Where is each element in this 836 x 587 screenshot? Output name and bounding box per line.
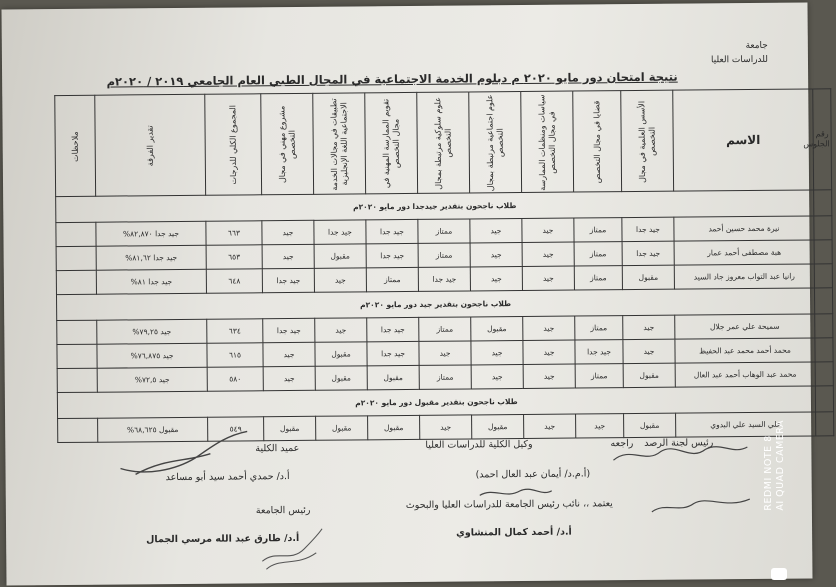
grade-cell: جيد <box>522 266 574 290</box>
document-page <box>2 2 830 585</box>
vice-president-name: أ.د/ أحمد كمال المنشاوي <box>456 526 572 539</box>
grade-cell: جيد <box>419 341 471 365</box>
column-header-name: الاسم <box>673 89 814 191</box>
notes-cell <box>57 368 97 392</box>
grade-cell: جيد <box>523 364 575 388</box>
grade-cell: ممتاز <box>419 317 471 341</box>
grade-cell: جيد <box>623 339 675 363</box>
grade-cell: مقبول <box>315 366 367 390</box>
grade-cell: مقبول <box>314 244 366 268</box>
final-grade-cell: جيد جدا ٨١% <box>96 269 206 294</box>
grade-cell: مقبول <box>623 363 675 387</box>
grade-cell: ممتاز <box>419 365 471 389</box>
monitor-committee-label: رئيس لجنة الرصد <box>644 437 714 449</box>
final-grade-cell: جيد ٧٩,٢٥% <box>97 319 207 344</box>
grade-cell: جيد <box>471 340 523 364</box>
watermark-line: AI QUAD CAMERA <box>775 420 786 511</box>
grade-cell: جيد جدا <box>622 241 674 265</box>
grade-cell: ممتاز <box>418 219 470 243</box>
grade-cell: جيد <box>523 340 575 364</box>
grade-cell: جيد <box>623 315 675 339</box>
student-name: نيرة محمد حسين أحمد <box>674 216 814 241</box>
watermark-line: REDMI NOTE 8 <box>763 435 774 511</box>
grade-cell: مقبول <box>471 317 523 341</box>
column-header: تطبيقات في مجالات الخدمة الاجتماعية اللغة الإنجليزية <box>313 93 366 194</box>
total-cell: ٥٨٠ <box>207 367 263 391</box>
grade-cell: جيد جدا <box>366 220 418 244</box>
grade-cell: جيد جدا <box>418 267 470 291</box>
document-title: نتيجة امتحان دور مايو ٢٠٢٠ م دبلوم الخدمة الاجتماعية في المجال الطبي العام الجامعي ٢٠١٩ / ٢٠٢٠م <box>106 69 678 89</box>
column-header: سياسات ومنظمات الممارسة في مجال التخصص <box>521 91 574 192</box>
dean-signature-scribble <box>115 427 255 484</box>
total-cell: ٦٦٣ <box>206 221 262 245</box>
grade-cell: ممتاز <box>575 316 623 340</box>
grade-cell: ممتاز <box>418 243 470 267</box>
seat-number-header: رقم الجلوس <box>813 89 832 190</box>
student-name: محمد أحمد محمد عبد الحفيظ <box>675 338 815 363</box>
grade-cell: جيد جدا <box>575 340 623 364</box>
notes-cell <box>56 222 96 246</box>
university-name: جامعة <box>745 40 768 52</box>
column-header: تقدير الفرقة <box>95 94 206 196</box>
grade-cell: جيد <box>420 415 472 439</box>
notes-cell <box>56 246 96 270</box>
vice-dean-name: (أ.م.د/ أيمان عبد العال احمد) <box>475 468 591 481</box>
column-header: تقويم الممارسة المهنية في مجال التخصص <box>365 92 418 193</box>
final-grade-cell: جيد جدا ٨٢,٨٧٠% <box>96 221 206 246</box>
grade-cell: جيد جدا <box>314 220 366 244</box>
header-row <box>55 89 832 197</box>
grade-cell: جيد <box>470 243 522 267</box>
grade-cell: ممتاز <box>574 266 622 290</box>
column-header: الأسس العلمية في مجال التخصص <box>621 90 674 191</box>
final-grade-cell: مقبول ٦٨,٦٢٥% <box>98 417 208 442</box>
grade-cell: جيد <box>315 318 367 342</box>
grade-cell: جيد <box>262 220 314 244</box>
grade-cell: مقبول <box>624 413 676 437</box>
notes-cell <box>56 270 96 294</box>
grade-cell: ممتاز <box>574 242 622 266</box>
notes-cell <box>57 320 97 344</box>
grade-cell: مقبول <box>264 416 316 440</box>
camera-watermark <box>763 420 787 511</box>
camera-icon <box>771 568 787 580</box>
column-header: علوم اجتماعية مرتبطة بمجال التخصص <box>469 91 522 192</box>
dean-name: أ.د/ حمدي أحمد سيد أبو مساعد <box>165 471 290 484</box>
grade-cell: جيد <box>262 244 314 268</box>
grade-cell: مقبول <box>622 265 674 289</box>
grade-cell: ممتاز <box>574 218 622 242</box>
results-table <box>54 88 834 443</box>
committee-signature-scribble <box>605 433 755 474</box>
grade-cell: مقبول <box>367 365 419 389</box>
student-name: محمد عبد الوهاب أحمد عبد العال <box>675 362 815 387</box>
grade-cell: جيد جدا <box>263 318 315 342</box>
notes-cell <box>57 344 97 368</box>
grade-cell: جيد <box>471 364 523 388</box>
total-cell: ٦٤٨ <box>206 269 262 293</box>
approval-signature-scribble <box>646 487 756 524</box>
grade-cell: جيد <box>263 342 315 366</box>
section-heading: طلاب ناجحون بتقدير جيدجدا دور مايو ٢٠٢٠م <box>56 190 814 223</box>
grade-cell: جيد جدا <box>367 317 419 341</box>
university-sub: للدراسات العليا <box>710 54 769 66</box>
student-name: سميحة علي عمر جلال <box>675 314 815 339</box>
vice-dean-signature-scribble <box>476 483 556 504</box>
grade-cell: جيد <box>470 266 522 290</box>
president-stamp-scribble <box>256 523 326 574</box>
president-label: رئيس الجامعة <box>255 504 311 517</box>
column-header: علوم سلوكية مرتبطة بمجال التخصص <box>417 92 470 193</box>
total-cell: ٦١٥ <box>207 343 263 367</box>
grade-cell: ممتاز <box>366 267 418 291</box>
student-name: علي السيد علي البدوي <box>676 412 816 437</box>
checked-label: راجعه <box>610 438 634 450</box>
grade-cell: جيد <box>524 414 576 438</box>
student-name: رانيا عبد التواب معروز جاد السيد <box>674 264 814 289</box>
grade-cell: جيد <box>470 219 522 243</box>
university-header <box>711 39 768 67</box>
president-name: أ.د/ طارق عبد الله مرسي الجمال <box>146 532 300 546</box>
vice-dean-label: وكيل الكلية للدراسات العليا <box>425 438 533 451</box>
grade-cell: جيد جدا <box>262 268 314 292</box>
total-cell: ٦٥٣ <box>206 245 262 269</box>
dean-label: عميد الكلية <box>255 442 300 455</box>
grade-cell: جيد جدا <box>367 341 419 365</box>
section-heading: طلاب ناجحون بتقدير مقبول دور مايو ٢٠٢٠م <box>57 386 815 419</box>
final-grade-cell: جيد جدا ٨١,٦٢% <box>96 245 206 270</box>
column-header: ملاحظات <box>55 95 96 196</box>
grade-cell: جيد جدا <box>366 243 418 267</box>
grade-cell: جيد <box>263 366 315 390</box>
approval-label: يعتمد ،، نائب رئيس الجامعة للدراسات العليا والبحوث <box>405 498 613 512</box>
grade-cell: مقبول <box>316 416 368 440</box>
final-grade-cell: جيد ٧٦,٨٧٥% <box>97 343 207 368</box>
grade-cell: جيد <box>314 268 366 292</box>
column-header: المجموع الكلي للدرجات <box>205 94 262 195</box>
final-grade-cell: جيد ٧٢,٥% <box>97 367 207 392</box>
grade-cell: جيد <box>523 316 575 340</box>
total-cell: ٦٣٤ <box>207 319 263 343</box>
grade-cell: ممتاز <box>575 364 623 388</box>
grade-cell: مقبول <box>315 342 367 366</box>
notes-cell <box>58 418 98 442</box>
grade-cell: جيد <box>522 242 574 266</box>
grade-cell: مقبول <box>368 415 420 439</box>
student-name: هبة مصطفى أحمد عمار <box>674 240 814 265</box>
grade-cell: جيد <box>576 414 624 438</box>
grade-cell: جيد جدا <box>622 217 674 241</box>
grade-cell: مقبول <box>472 414 524 438</box>
column-header: قضايا في مجال التخصص <box>573 91 622 192</box>
total-cell: ٥٤٩ <box>208 417 264 441</box>
section-heading: طلاب ناجحون بتقدير جيد دور مايو ٢٠٢٠م <box>56 288 814 321</box>
grade-cell: جيد <box>522 218 574 242</box>
column-header: مشروع مهني في مجال التخصص <box>261 93 314 194</box>
